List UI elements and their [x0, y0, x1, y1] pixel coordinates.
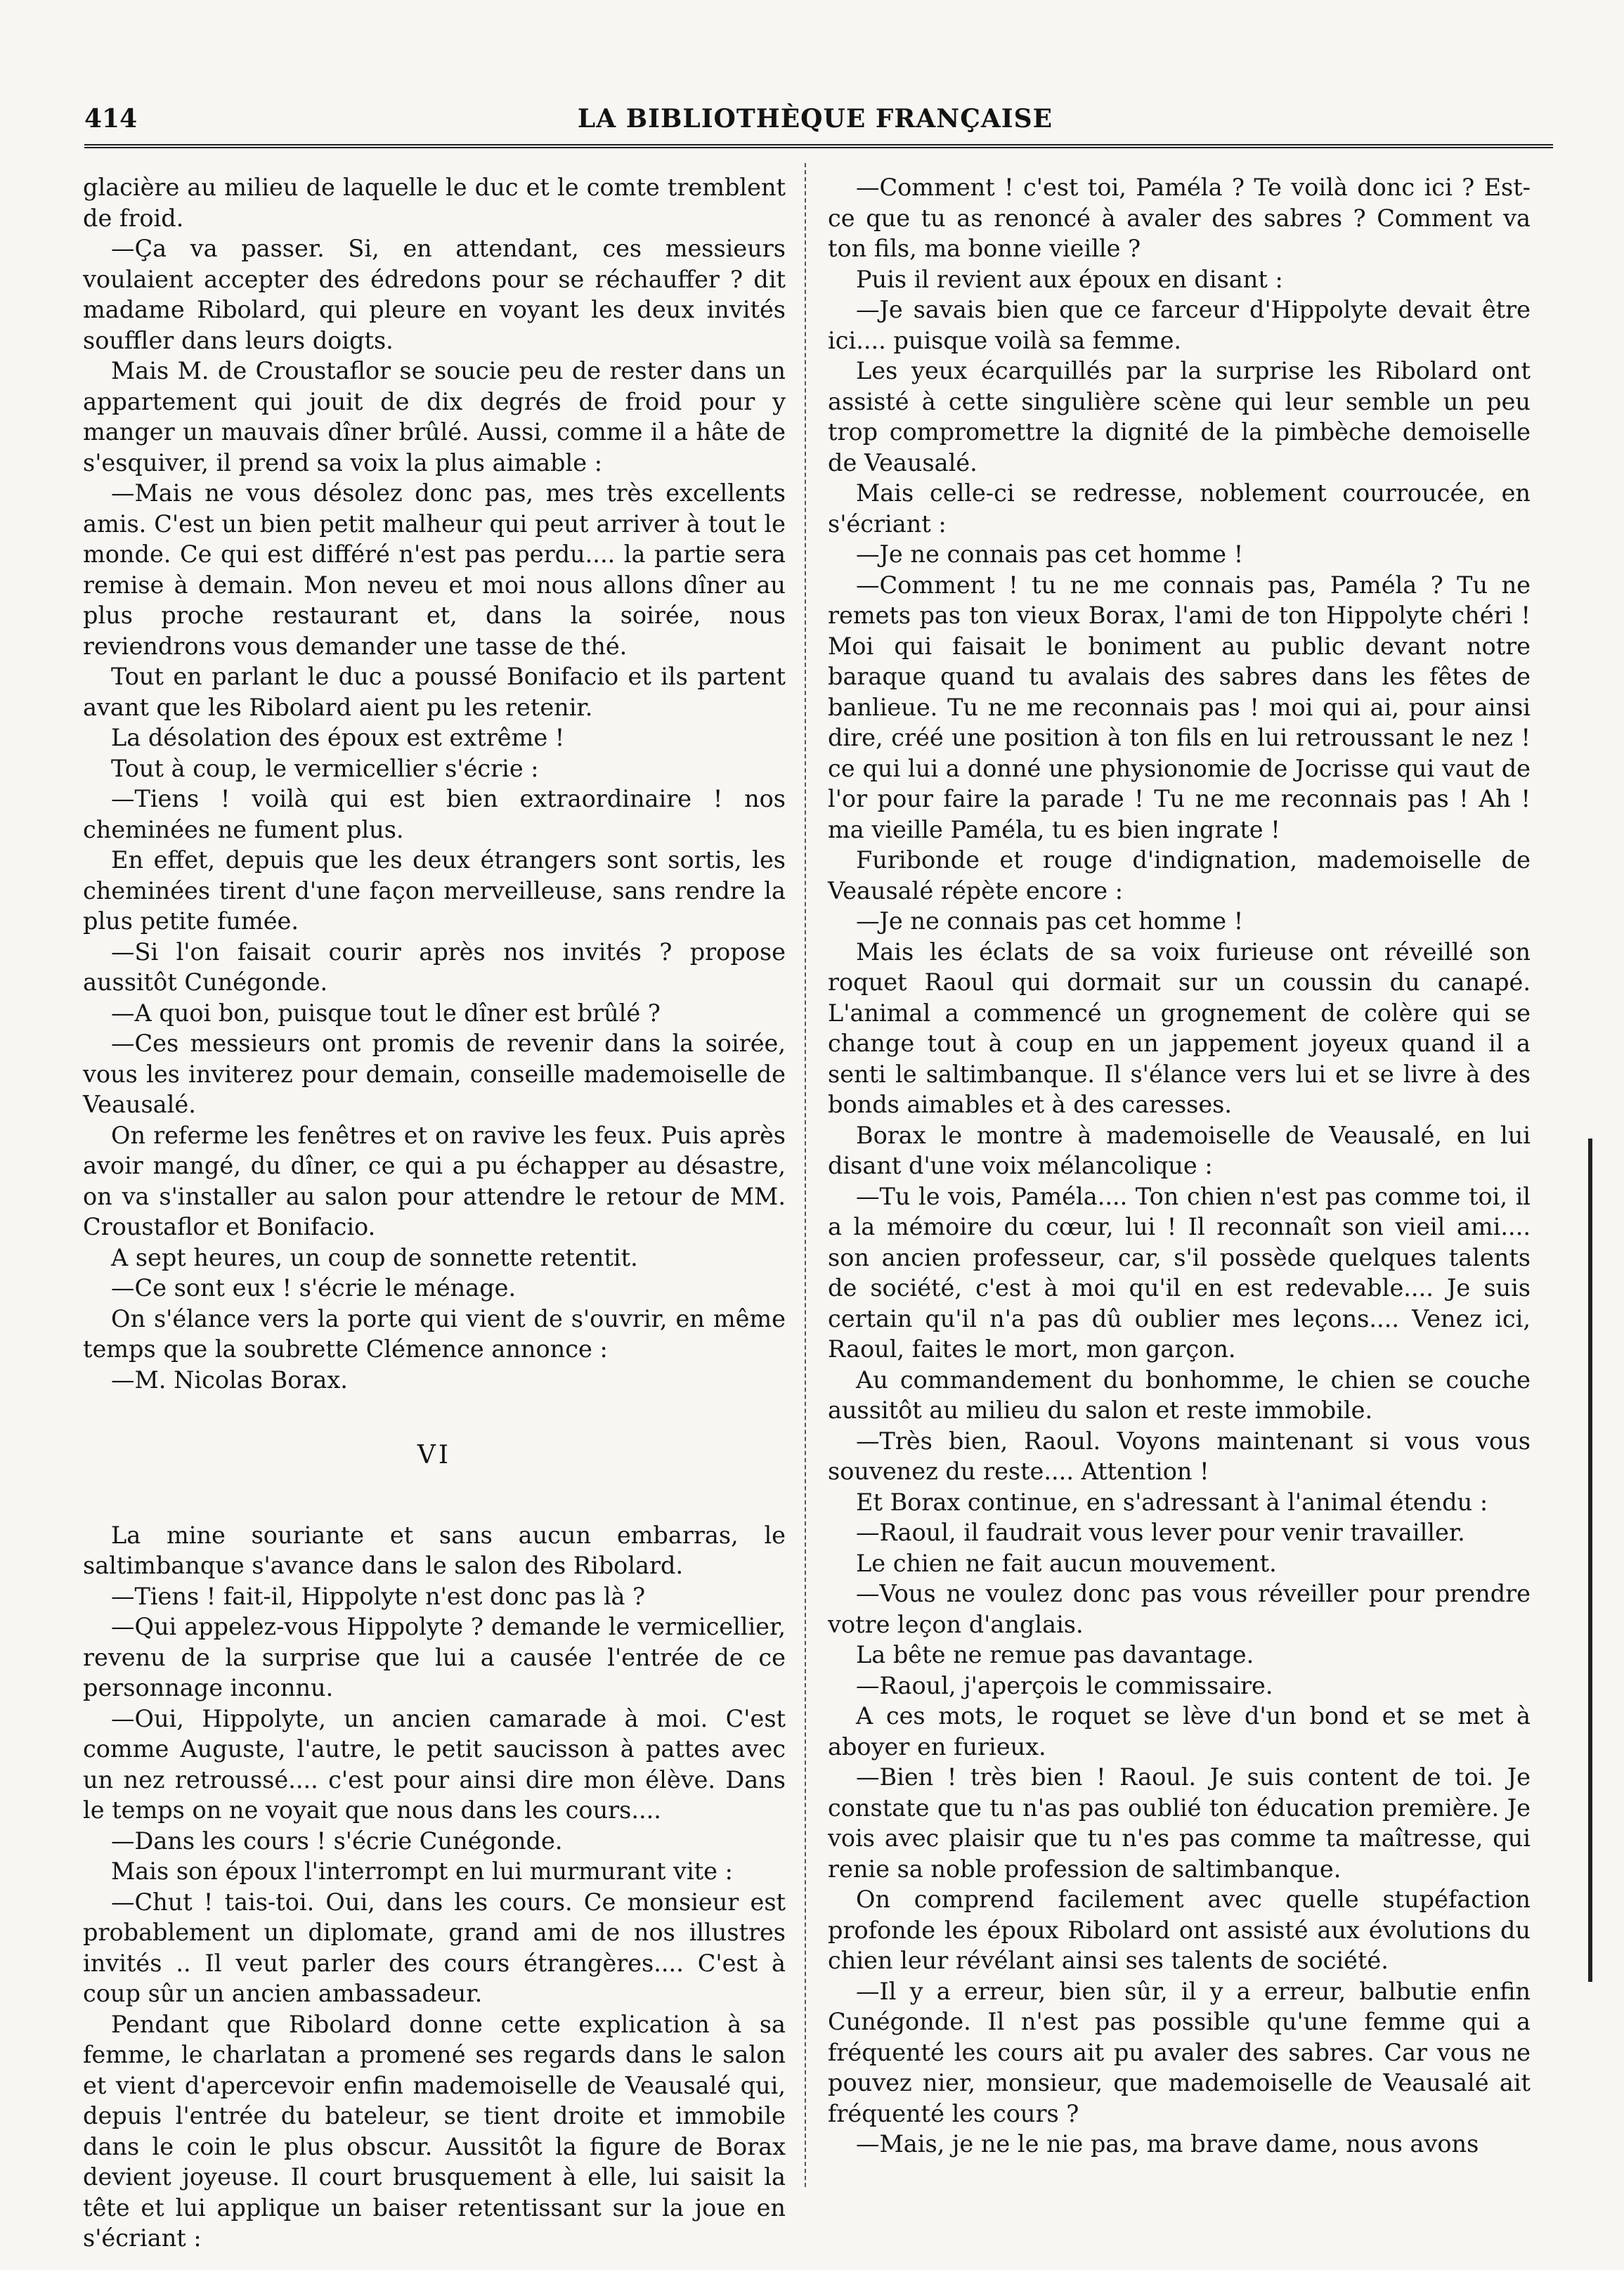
paragraph: —Je savais bien que ce farceur d'Hippolyte devait être ici.... puisque voilà sa femme. — [828, 296, 1531, 354]
paragraph: —Mais ne vous désolez donc pas, mes très excellents amis. C'est un bien petit malheur qui peut arriver à tout le monde. Ce qui est différé n'est pas perdu.... la partie sera remise à demain. Mon neveu et moi nous allons dîner au plus proche restaurant et, dans la soirée, nous reviendrons vous demander une tasse de thé. — [83, 479, 786, 660]
paragraph: —Très bien, Raoul. Voyons maintenant si vous vous souvenez du reste.... Attention ! — [828, 1427, 1531, 1485]
paragraph: —Tu le vois, Paméla.... Ton chien n'est pas comme toi, il a la mémoire du cœur, lui ! Il reconnaît son vieil ami.... son ancien professeur, car, s'il possède quelques talents de société, c'est à moi qu'il en est redevable.... Je suis certain qu'il n'a pas dû oublier mes leçons.... Venez ici, Raoul, faites le mort, mon garçon. — [828, 1182, 1531, 1363]
section-heading: VI — [417, 1441, 452, 1470]
paragraph: —Ce sont eux ! s'écrie le ménage. — [111, 1274, 517, 1302]
paragraph: —Il y a erreur, bien sûr, il y a erreur, balbutie enfin Cunégonde. Il n'est pas possible qu'une femme qui a fréquenté les cours ait pu avaler des sabres. Car vous ne pouvez nier, monsieur, que mademoiselle de Veausalé ait fréquenté les cours ? — [828, 1977, 1531, 2127]
paragraph: —Oui, Hippolyte, un ancien camarade à moi. C'est comme Auguste, l'autre, le petit saucisson à pattes avec un nez retroussé.... c'est pour ainsi dire mon élève. Dans le temps on ne voyait que nous dans les cours.... — [83, 1704, 786, 1824]
paragraph: —Tiens ! fait-il, Hippolyte n'est donc pas là ? — [111, 1582, 646, 1610]
paragraph: —Ces messieurs ont promis de revenir dans la soirée, vous les inviterez pour demain, conseille mademoiselle de Veausalé. — [83, 1030, 786, 1118]
paragraph: Tout en parlant le duc a poussé Bonifacio et ils partent avant que les Ribolard aient pu les retenir. — [83, 663, 786, 721]
paragraph: —Vous ne voulez donc pas vous réveiller pour prendre votre leçon d'anglais. — [828, 1580, 1531, 1638]
paragraph: glacière au milieu de laquelle le duc et le comte tremblent de froid. — [83, 174, 786, 232]
paragraph: —Mais, je ne le nie pas, ma brave dame, nous avons — [856, 2130, 1479, 2158]
right-column — [828, 172, 1531, 2160]
paragraph: Borax le montre à mademoiselle de Veausalé, en lui disant d'une voix mélancolique : — [828, 1121, 1531, 1179]
paragraph: On comprend facilement avec quelle stupéfaction profonde les époux Ribolard ont assisté aux évolutions du chien leur révélant ainsi ses talents de société. — [828, 1886, 1531, 1974]
paragraph: Mais son époux l'interrompt en lui murmurant vite : — [111, 1857, 733, 1885]
paragraph: Et Borax continue, en s'adressant à l'animal étendu : — [856, 1488, 1488, 1516]
paragraph: Tout à coup, le vermicellier s'écrie : — [111, 754, 539, 782]
paragraph: —Je ne connais pas cet homme ! — [856, 540, 1244, 568]
page-header — [84, 104, 1546, 138]
paragraph: Le chien ne fait aucun mouvement. — [856, 1549, 1277, 1577]
paragraph: Pendant que Ribolard donne cette explication à sa femme, le charlatan a promené ses regards dans le salon et vient d'apercevoir enfin mademoiselle de Veausalé qui, depuis l'entrée du bateleur, se tient droite et immobile dans le coin le plus obscur. Aussitôt la figure de Borax devient joyeuse. Il court brusquement à elle, lui saisit la tête et lui applique un baiser retentissant sur la joue en s'écriant : — [83, 2010, 786, 2252]
paragraph: On s'élance vers la porte qui vient de s'ouvrir, en même temps que la soubrette Clémence annonce : — [83, 1304, 786, 1363]
paragraph: —Ça va passer. Si, en attendant, ces messieurs voulaient accepter des édredons pour se réchauffer ? dit madame Ribolard, qui pleure en voyant les deux invités souffler dans leurs doigts. — [83, 235, 786, 354]
paragraph: —Raoul, j'aperçois le commissaire. — [856, 1671, 1273, 1699]
paragraph: La mine souriante et sans aucun embarras, le saltimbanque s'avance dans le salon des Ribolard. — [83, 1521, 786, 1579]
paragraph: La bête ne remue pas davantage. — [856, 1641, 1254, 1668]
paragraph: —M. Nicolas Borax. — [111, 1366, 348, 1394]
header-rule — [84, 144, 1553, 148]
paragraph: —Raoul, il faudrait vous lever pour venir travailler. — [856, 1519, 1465, 1546]
paragraph: —Tiens ! voilà qui est bien extraordinaire ! nos cheminées ne fument plus. — [83, 785, 786, 843]
paragraph: Au commandement du bonhomme, le chien se couche aussitôt au milieu du salon et reste immobile. — [828, 1366, 1531, 1424]
paragraph: On referme les fenêtres et on ravive les feux. Puis après avoir mangé, du dîner, ce qui a pu échapper au désastre, on va s'installer au salon pour attendre le retour de MM. Croustaflor et Bonifacio. — [83, 1121, 786, 1240]
paragraph: —A quoi bon, puisque tout le dîner est brûlé ? — [111, 999, 661, 1027]
paragraph: Les yeux écarquillés par la surprise les Ribolard ont assisté à cette singulière scène qui leur semble un peu trop compromettre la dignité de la pimbèche demoiselle de Veausalé. — [828, 357, 1531, 476]
paragraph: —Si l'on faisait courir après nos invités ? propose aussitôt Cunégonde. — [83, 938, 786, 996]
paragraph: Puis il revient aux époux en disant : — [856, 265, 1283, 293]
paragraph: Mais M. de Croustaflor se soucie peu de rester dans un appartement qui jouit de dix degrés de froid pour y manger un mauvais dîner brûlé. Aussi, comme il a hâte de s'esquiver, il prend sa voix la plus aimable : — [83, 357, 786, 476]
paragraph: A ces mots, le roquet se lève d'un bond et se met à aboyer en furieux. — [828, 1702, 1531, 1760]
paragraph: —Chut ! tais-toi. Oui, dans les cours. Ce monsieur est probablement un diplomate, grand ami de nos illustres invités .. Il veut parler des cours étrangères.... C'est à coup sûr un ancien ambassadeur. — [83, 1888, 786, 2007]
paragraph: —Comment ! c'est toi, Paméla ? Te voilà donc ici ? Est-ce que tu as renoncé à avaler des sabres ? Comment va ton fils, ma bonne vieille ? — [828, 174, 1531, 262]
column-divider — [805, 163, 806, 2187]
margin-mark — [1588, 1139, 1592, 1982]
page-number: 414 — [84, 104, 138, 134]
paragraph: —Je ne connais pas cet homme ! — [856, 907, 1244, 935]
paragraph: —Comment ! tu ne me connais pas, Paméla ? Tu ne remets pas ton vieux Borax, l'ami de ton Hippolyte chéri ! Moi qui faisait le boniment au public devant notre baraque quand tu avalais des sabres dans les fêtes de banlieue. Tu ne me reconnais pas ! moi qui ai, pour ainsi dire, créé une position à ton fils en lui retroussant le nez ! ce qui lui a donné une physionomie de Jocrisse qui vaut de l'or pour faire la parade ! Tu ne me reconnais pas ! Ah ! ma vieille Paméla, tu es bien ingrate ! — [828, 571, 1531, 843]
paragraph: —Bien ! très bien ! Raoul. Je suis content de toi. Je constate que tu n'as pas oublié ton éducation première. Je vois avec plaisir que tu n'es pas comme ta maîtresse, qui renie sa noble profession de saltimbanque. — [828, 1763, 1531, 1883]
left-column — [83, 172, 786, 2254]
paragraph: En effet, depuis que les deux étrangers sont sortis, les cheminées tirent d'une façon merveilleuse, sans rendre la plus petite fumée. — [83, 846, 786, 935]
paragraph: Mais celle-ci se redresse, noblement courroucée, en s'écriant : — [828, 479, 1531, 538]
paragraph: Mais les éclats de sa voix furieuse ont réveillé son roquet Raoul qui dormait sur un coussin du canapé. L'animal a commencé un grognement de colère qui se change tout à coup en un jappement joyeux quand il a senti le saltimbanque. Il s'élance vers lui et se livre à des bonds aimables et à des caresses. — [828, 938, 1531, 1118]
paragraph: A sept heures, un coup de sonnette retentit. — [111, 1243, 638, 1271]
paragraph: La désolation des époux est extrême ! — [111, 724, 565, 751]
paragraph: —Qui appelez-vous Hippolyte ? demande le vermicellier, revenu de la surprise que lui a causée l'entrée de ce personnage inconnu. — [83, 1613, 786, 1701]
paragraph: —Dans les cours ! s'écrie Cunégonde. — [111, 1827, 563, 1855]
running-title: LA BIBLIOTHÈQUE FRANÇAISE — [577, 104, 1053, 134]
paragraph: Furibonde et rouge d'indignation, mademoiselle de Veausalé répète encore : — [828, 846, 1531, 904]
